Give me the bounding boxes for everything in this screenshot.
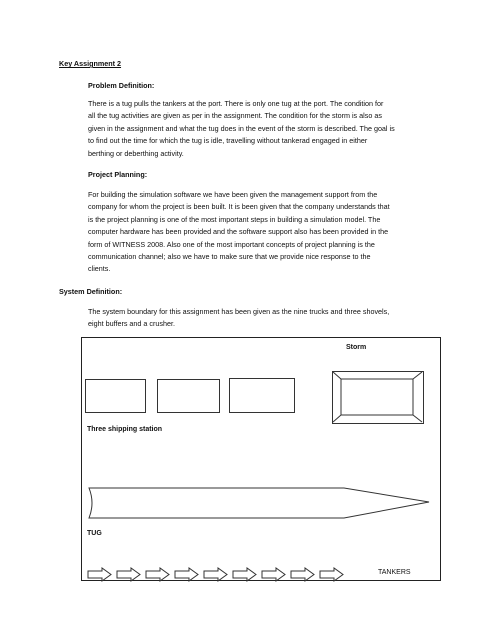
text-line: eight buffers and a crusher. [88, 319, 175, 329]
text-line: The system boundary for this assignment has been given as the nine trucks and three shovels, [88, 307, 390, 316]
system-paragraph [88, 306, 440, 331]
storm-bevel-icon [333, 372, 423, 423]
text-line: computer hardware has been provided and the software support also has been provided in the [88, 227, 389, 237]
shipping-station-box [85, 379, 146, 413]
problem-paragraph [88, 98, 440, 160]
text-line: For building the simulation software we have been given the management support from the [88, 190, 378, 199]
system-diagram [81, 337, 441, 581]
shipping-stations-label: Three shipping station [87, 426, 163, 433]
tankers-label: TANKERS [378, 569, 411, 576]
text-line: clients. [88, 264, 111, 274]
text-line: to find out the time for which the tug is idle, travelling without tankerad engaged in either [88, 136, 368, 146]
text-line: form of WITNESS 2008. Also one of the most important concepts of project planning is the [88, 239, 375, 249]
planning-paragraph [88, 189, 440, 276]
text-line: berthing or deberthing activity. [88, 148, 184, 158]
tug-arrow-icon [82, 484, 442, 524]
shipping-station-box [157, 379, 220, 413]
text-line: is the project planning is one of the most important steps in building a simulation model. The [88, 214, 381, 224]
text-line: company for whom the project is been built. It is been given that the company understands that [88, 202, 390, 212]
tanker-arrows-icon [87, 567, 377, 583]
document-title: Key Assignment 2 [59, 59, 122, 68]
planning-heading: Project Planning: [88, 170, 148, 179]
text-line: communication channel; also we have to make sure that we provide nice response to the [88, 252, 371, 262]
text-line: all the tug activities are given as per in the assignment. The condition for the storm is also as [88, 111, 382, 121]
text-line: given in the assignment and what the tug does in the event of the storm is described. The goal is [88, 123, 395, 133]
storm-label: Storm [346, 344, 367, 351]
system-heading: System Definition: [59, 287, 123, 296]
shipping-station-box [229, 378, 295, 413]
problem-heading: Problem Definition: [88, 81, 155, 90]
storm-box [332, 371, 424, 424]
tug-label: TUG [87, 530, 102, 537]
text-line: There is a tug pulls the tankers at the port. There is only one tug at the port. The condition for [88, 99, 384, 108]
